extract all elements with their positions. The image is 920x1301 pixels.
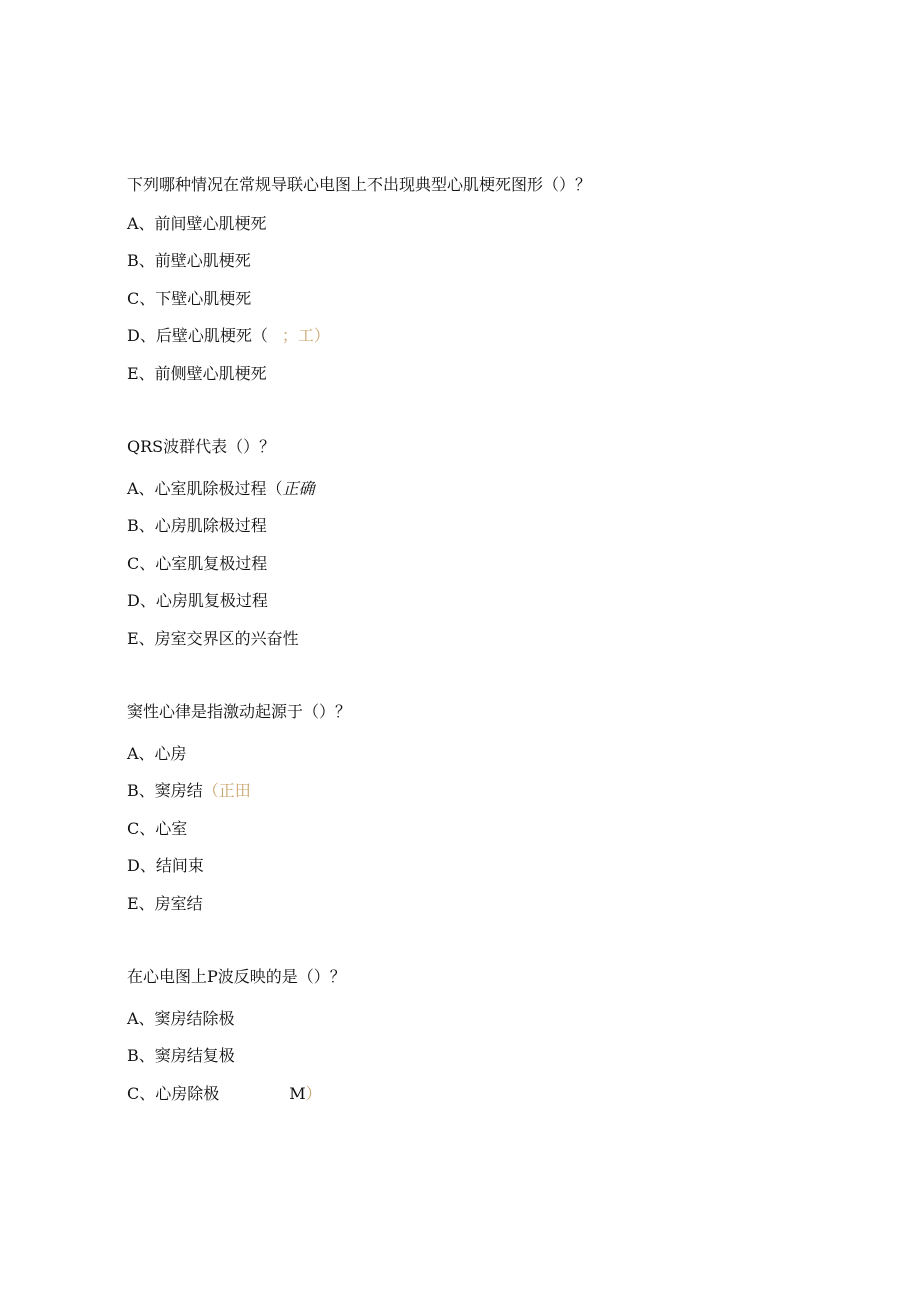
question-3-option-d: D、结间束	[127, 856, 204, 875]
question-4-option-c-text: C、心房除极	[127, 1084, 220, 1103]
question-1-option-a: A、前间壁心肌梗死	[127, 214, 267, 233]
question-4-option-a: A、窦房结除极	[127, 1009, 235, 1028]
question-1-stem: 下列哪种情况在常规导联心电图上不出现典型心肌梗死图形（）？	[127, 175, 592, 194]
question-4-option-c-mark: M	[289, 1084, 306, 1103]
question-2-option-a-text: A、心室肌除极过程（	[127, 479, 283, 498]
question-1-option-d	[127, 326, 330, 346]
question-3-option-b-text: B、窦房结	[127, 781, 203, 800]
question-3-option-b	[127, 781, 251, 801]
question-1-option-c: C、下壁心肌梗死	[127, 289, 252, 308]
question-2-option-a	[127, 479, 315, 499]
question-4-option-c-paren: ）	[305, 1084, 322, 1103]
question-3-option-b-mark: （正田	[202, 781, 251, 800]
question-3-option-a: A、心房	[127, 744, 187, 763]
question-3-stem: 窦性心律是指激动起源于（）？	[127, 702, 352, 721]
question-1-option-e: E、前侧壁心肌梗死	[127, 364, 267, 383]
question-1-option-b: B、前壁心肌梗死	[127, 251, 251, 270]
question-2-option-c: C、心室肌复极过程	[127, 554, 268, 573]
question-2-option-e: E、房室交界区的兴奋性	[127, 629, 299, 648]
question-1-option-d-text: D、后壁心肌梗死（	[127, 326, 268, 345]
question-2-stem: QRS波群代表（）？	[127, 437, 276, 456]
question-2-option-b: B、心房肌除极过程	[127, 516, 267, 535]
question-1-option-d-mark: ；工）	[281, 326, 330, 345]
question-4-option-c	[127, 1084, 322, 1104]
question-3-option-e: E、房室结	[127, 894, 203, 913]
question-2-option-d: D、心房肌复极过程	[127, 591, 268, 610]
question-2-option-a-mark: 正确	[282, 479, 315, 498]
question-4-stem: 在心电图上P波反映的是（）？	[127, 967, 346, 986]
question-4-option-b: B、窦房结复极	[127, 1046, 235, 1065]
question-3-option-c: C、心室	[127, 819, 188, 838]
